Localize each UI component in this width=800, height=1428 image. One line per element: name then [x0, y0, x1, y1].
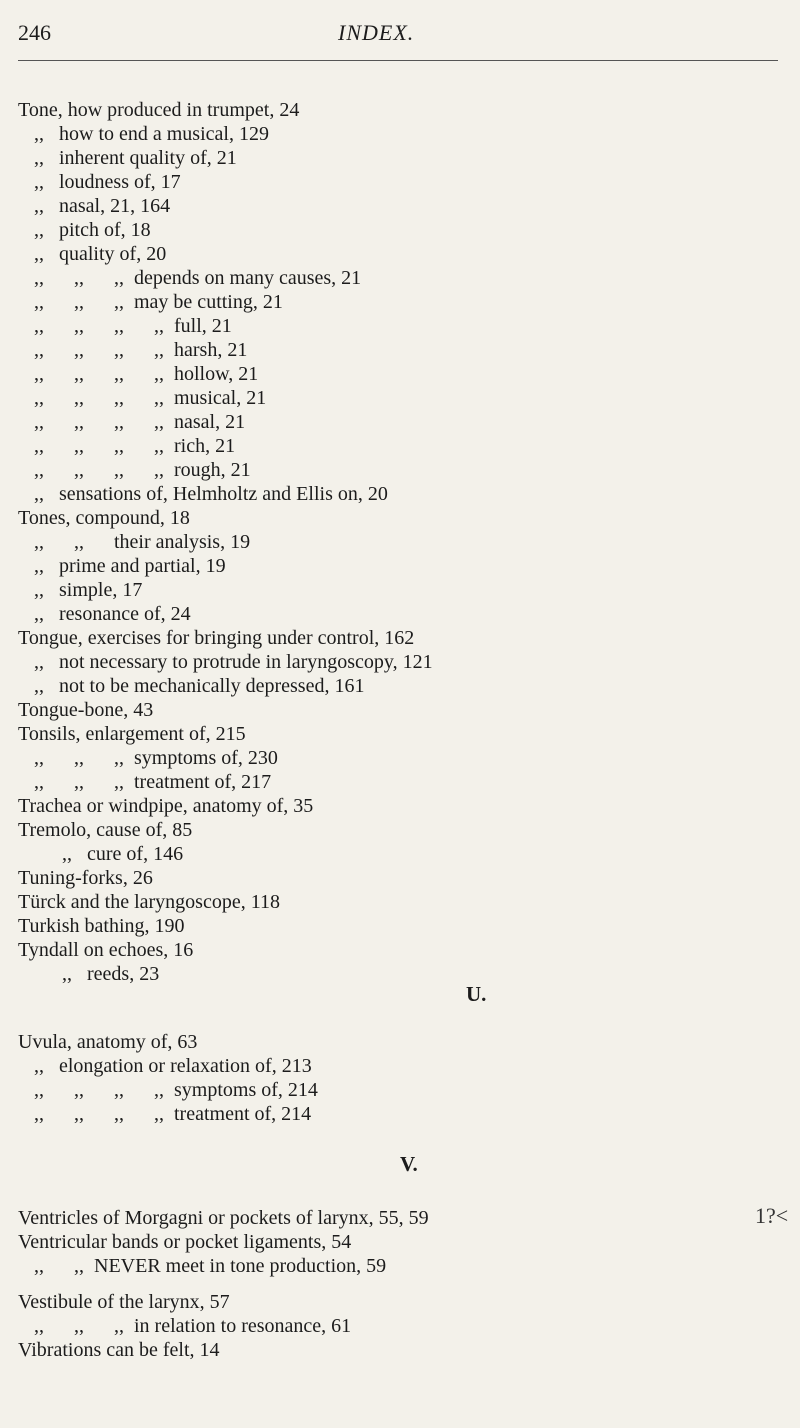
- index-entry: ,, ,, ,, in relation to resonance, 61: [34, 1315, 352, 1337]
- section-letter: U.: [466, 982, 487, 1006]
- index-entry: ,, pitch of, 18: [34, 219, 151, 241]
- index-entry: ,, ,, ,, ,, symptoms of, 214: [34, 1079, 318, 1101]
- index-entry: Uvula, anatomy of, 63: [18, 1031, 198, 1053]
- index-entry: ,, elongation or relaxation of, 213: [34, 1055, 312, 1077]
- index-entry: ,, ,, NEVER meet in tone production, 59: [34, 1255, 387, 1277]
- index-entry: ,, ,, their analysis, 19: [34, 531, 251, 553]
- index-entry: ,, ,, ,, ,, hollow, 21: [34, 363, 259, 385]
- index-entry: ,, ,, ,, ,, harsh, 21: [34, 339, 248, 361]
- index-entry: Trachea or windpipe, anatomy of, 35: [18, 795, 314, 817]
- index-entry: ,, prime and partial, 19: [34, 555, 226, 577]
- index-entry: Tone, how produced in trumpet, 24: [18, 99, 300, 121]
- index-entry: ,, reeds, 23: [62, 963, 160, 985]
- index-entry: ,, sensations of, Helmholtz and Ellis on, 20: [34, 483, 388, 505]
- index-entry: ,, inherent quality of, 21: [34, 147, 237, 169]
- section-letter: V.: [400, 1152, 418, 1176]
- index-entry: ,, ,, ,, depends on many causes, 21: [34, 267, 362, 289]
- index-entry: Vibrations can be felt, 14: [18, 1339, 220, 1361]
- index-entry: Tuning-forks, 26: [18, 867, 153, 889]
- index-entry: Türck and the laryngoscope, 118: [18, 891, 280, 913]
- index-entry: ,, how to end a musical, 129: [34, 123, 269, 145]
- index-entry: ,, ,, ,, ,, treatment of, 214: [34, 1103, 312, 1125]
- index-entry: ,, loudness of, 17: [34, 171, 181, 193]
- header-rule: [18, 60, 778, 61]
- index-entry: ,, ,, ,, ,, nasal, 21: [34, 411, 246, 433]
- index-entry: ,, not necessary to protrude in laryngoscopy, 121: [34, 651, 433, 673]
- index-entry: ,, simple, 17: [34, 579, 143, 601]
- page-number: 246: [18, 20, 51, 45]
- index-entry: ,, not to be mechanically depressed, 161: [34, 675, 365, 697]
- running-title: INDEX.: [338, 20, 415, 45]
- index-entry: ,, cure of, 146: [62, 843, 184, 865]
- index-entry: ,, ,, ,, may be cutting, 21: [34, 291, 283, 313]
- index-entry: ,, ,, ,, ,, rough, 21: [34, 459, 251, 481]
- index-entry: ,, ,, ,, ,, rich, 21: [34, 435, 236, 457]
- index-entry: ,, ,, ,, ,, musical, 21: [34, 387, 267, 409]
- index-entry: Tones, compound, 18: [18, 507, 190, 529]
- index-entry: Vestibule of the larynx, 57: [18, 1291, 230, 1313]
- index-entry: Tongue, exercises for bringing under control, 162: [18, 627, 415, 649]
- index-entry: Tremolo, cause of, 85: [18, 819, 193, 841]
- index-entry: Ventricular bands or pocket ligaments, 54: [18, 1231, 352, 1253]
- index-entry: ,, ,, ,, ,, full, 21: [34, 315, 232, 337]
- margin-annotation: 1?<: [755, 1203, 789, 1228]
- index-entry: ,, ,, ,, treatment of, 217: [34, 771, 272, 793]
- index-entry: ,, ,, ,, symptoms of, 230: [34, 747, 278, 769]
- index-entry: Turkish bathing, 190: [18, 915, 185, 937]
- index-entry: Tongue-bone, 43: [18, 699, 154, 721]
- index-entry: ,, quality of, 20: [34, 243, 167, 265]
- index-entry: ,, resonance of, 24: [34, 603, 191, 625]
- index-entry: Ventricles of Morgagni or pockets of larynx, 55, 59: [18, 1207, 429, 1229]
- index-entry: Tyndall on echoes, 16: [18, 939, 194, 961]
- index-entry: Tonsils, enlargement of, 215: [18, 723, 246, 745]
- index-entry: ,, nasal, 21, 164: [34, 195, 171, 217]
